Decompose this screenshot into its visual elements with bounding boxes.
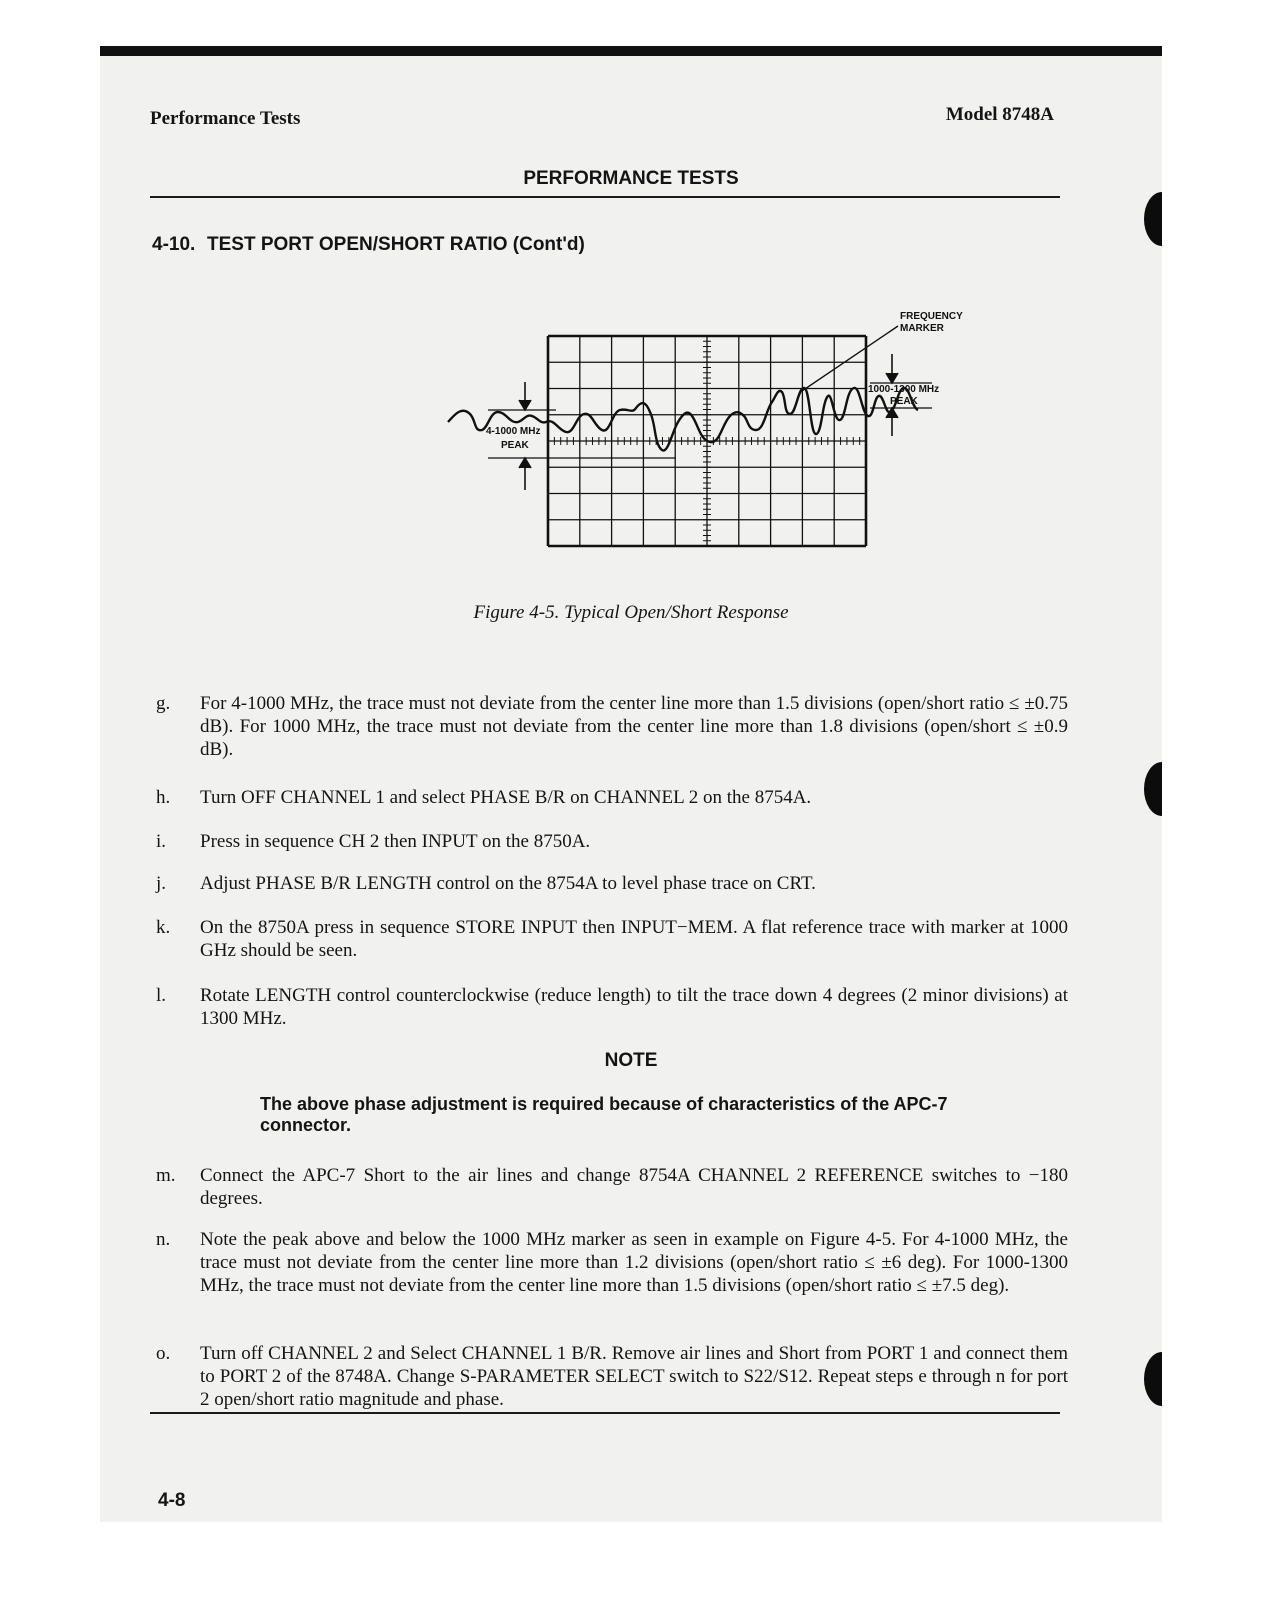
crt-display-diagram [370,284,990,574]
note-heading: NOTE [604,1050,658,1071]
frequency-marker-label: FREQUENCY [900,311,963,322]
header-rule [150,196,1060,198]
procedure-step [156,1228,1068,1297]
procedure-step [156,872,1068,895]
step-text: Adjust PHASE B/R LENGTH control on the 8754A to level phase trace on CRT. [200,873,816,894]
procedure-step [156,984,1068,1030]
step-letter: g. [156,693,171,714]
header-model-number: Model 8748A [945,104,1054,125]
frequency-marker-label: MARKER [900,323,944,334]
step-letter: o. [156,1343,171,1364]
binder-hole [1144,1352,1162,1406]
step-letter: i. [156,831,167,852]
step-text: On the 8750A press in sequence STORE INPUT then INPUT−MEM. A flat reference trace with marker at 1000 GHz should be seen. [200,917,1068,961]
step-letter: n. [156,1229,171,1250]
step-text: Press in sequence CH 2 then INPUT on the 8750A. [200,831,591,852]
left-peak-label: 4-1000 MHz [486,426,541,437]
step-text: Connect the APC-7 Short to the air lines and change 8754A CHANNEL 2 REFERENCE switches to −180 degrees. [200,1165,1068,1209]
step-text: Rotate LENGTH control counterclockwise (reduce length) to tilt the trace down 4 degrees (2 minor divisions) at 1300 MHz. [200,985,1068,1029]
procedure-step [156,692,1068,761]
page-number: 4-8 [158,1490,186,1511]
right-peak-arrows [886,354,898,436]
step-text: For 4-1000 MHz, the trace must not deviate from the center line more than 1.5 divisions (open/short ratio ≤ ±0.75 dB). For 1000 MHz, the trace must not deviate from the center line more than 1.8 divisions (open/short ≤ ±0.9 dB). [200,693,1068,760]
binder-hole [1144,192,1162,246]
step-text: Turn off CHANNEL 2 and Select CHANNEL 1 B/R. Remove air lines and Short from PORT 1 and connect them to PORT 2 of the 8748A. Change S-PARAMETER SELECT switch to S22/S12. Repeat steps e through n for port 2 open/short ratio magnitude and phase. [200,1343,1068,1410]
procedure-step [156,1342,1068,1411]
chapter-title: PERFORMANCE TESTS [523,168,739,189]
step-text: Turn OFF CHANNEL 1 and select PHASE B/R on CHANNEL 2 on the 8754A. [200,787,812,808]
procedure-step [156,830,1068,853]
step-letter: k. [156,917,171,938]
step-letter: j. [156,873,167,894]
manual-page [100,46,1162,1522]
step-letter: h. [156,787,171,808]
note-body: The above phase adjustment is required because of characteristics of the APC-7 connector. [260,1094,948,1135]
step-letter: l. [156,985,167,1006]
step-text: Note the peak above and below the 1000 MHz marker as seen in example on Figure 4-5. For 4-1000 MHz, the trace must not deviate from the center line more than 1.2 divisions (open/short ratio ≤ ±6 deg). For 1000-1300 MHz, the trace must not deviate from the center line more than 1.5 divisions (open/short ratio ≤ ±7.5 deg). [200,1229,1068,1296]
left-peak-label: PEAK [501,440,529,451]
binder-hole [1144,762,1162,816]
section-heading [152,234,585,256]
section-title: TEST PORT OPEN/SHORT RATIO (Cont'd) [207,234,585,255]
procedure-step [156,786,1068,809]
procedure-step [156,916,1068,962]
footer-rule [150,1412,1060,1414]
right-peak-label: PEAK [890,396,918,407]
figure-caption: Figure 4-5. Typical Open/Short Response [473,602,789,623]
open-short-response-figure [370,284,990,579]
procedure-step [156,1164,1068,1210]
right-peak-label: 1000-1300 MHz [868,384,940,395]
step-letter: m. [156,1165,176,1186]
section-number: 4-10. [152,234,196,255]
header-section-name: Performance Tests [150,108,301,129]
